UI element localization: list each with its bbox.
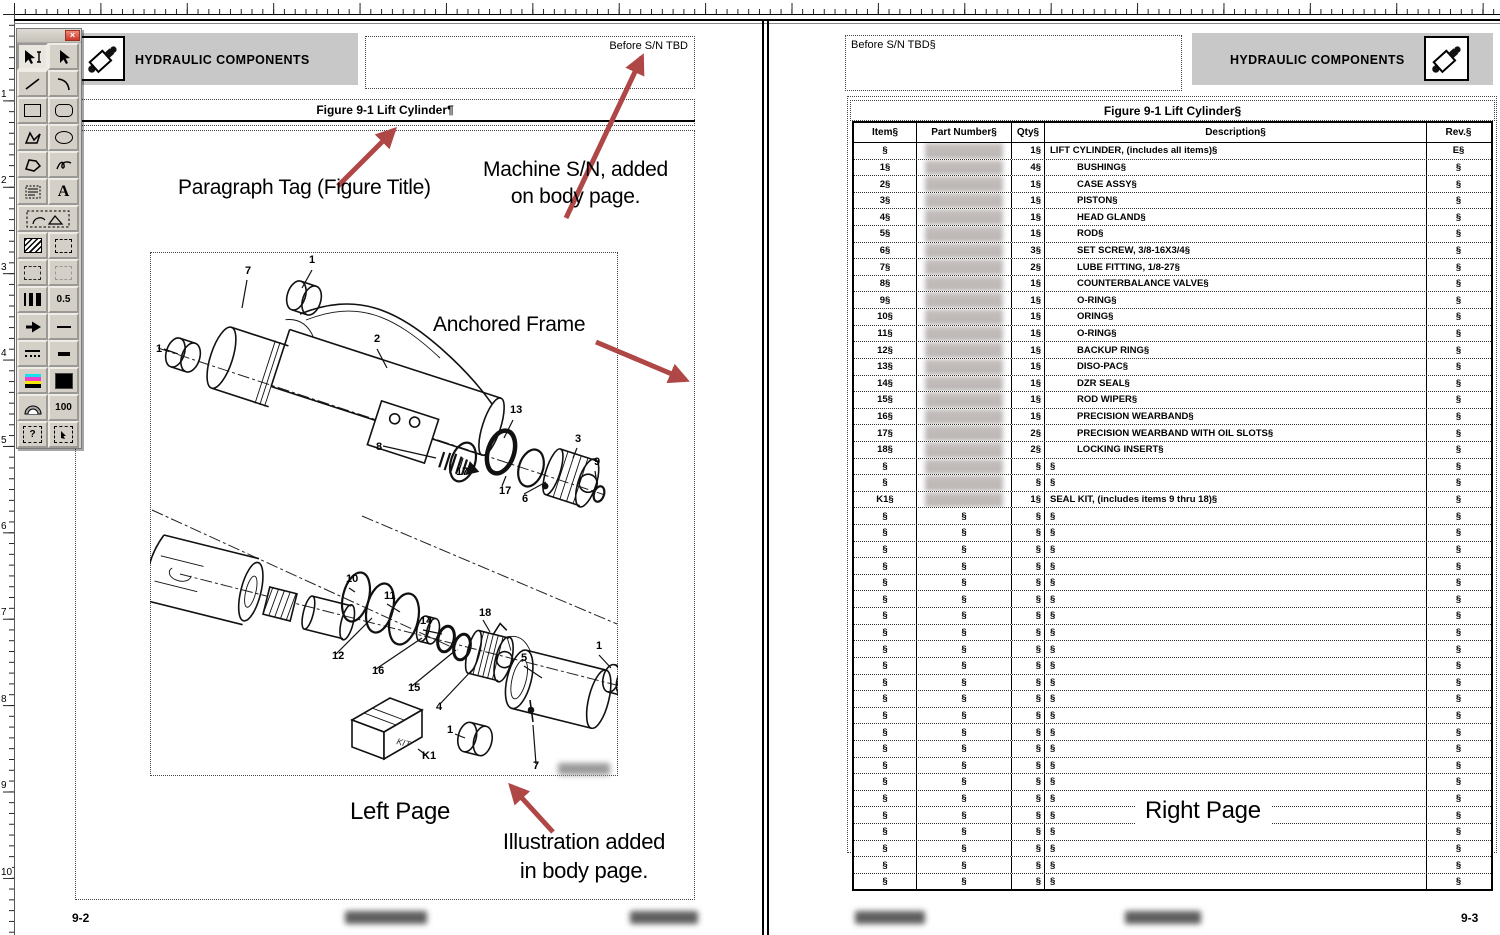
- table-row: 12§ 1§ BACKUP RING§ §: [854, 342, 1491, 359]
- kit-box-label: KIT: [395, 736, 412, 750]
- rectangle-tool[interactable]: [17, 97, 48, 124]
- table-row: § § § §: [854, 459, 1491, 476]
- table-row: § § § § §: [854, 791, 1491, 808]
- table-row: § § § § §: [854, 758, 1491, 775]
- tint-value[interactable]: 100: [48, 394, 79, 421]
- solid-line-tool[interactable]: [48, 340, 79, 367]
- col-header-description: Description§: [1045, 123, 1427, 142]
- illustration-annotation: [478, 827, 690, 885]
- close-icon[interactable]: ×: [65, 30, 80, 41]
- table-row: 10§ 1§ ORING§ §: [854, 309, 1491, 326]
- svg-text:6: 6: [522, 493, 529, 505]
- table-row: § § § § §: [854, 708, 1491, 725]
- paragraph-tag-annotation: Paragraph Tag (Figure Title): [178, 176, 431, 199]
- redacted-part-number: [925, 326, 1003, 342]
- svg-text:13: 13: [510, 404, 523, 416]
- rounded-rectangle-tool[interactable]: [48, 97, 79, 124]
- line-width-tool[interactable]: [17, 286, 48, 313]
- title-rule: [73, 120, 695, 122]
- redacted-part-number: [925, 359, 1003, 375]
- table-row: 15§ 1§ ROD WIPER§ §: [854, 392, 1491, 409]
- redacted-footer-text: [345, 911, 427, 924]
- redacted-part-number: [925, 292, 1003, 308]
- vertical-ruler[interactable]: [0, 14, 15, 935]
- table-row: K1§ 1§ SEAL KIT, (includes items 9 thru 18)§ §: [854, 492, 1491, 509]
- table-row: § § § § §: [854, 558, 1491, 575]
- table-row: § § § § §: [854, 841, 1491, 858]
- table-row: 2§ 1§ CASE ASSY§ §: [854, 176, 1491, 193]
- line-end-tool[interactable]: [48, 313, 79, 340]
- figure-title-text: Figure 9-1 Lift Cylinder: [316, 103, 447, 117]
- ruler-label: 8: [1, 693, 7, 705]
- object-select-tool[interactable]: [48, 43, 79, 70]
- illustration-line2: in body page.: [519, 858, 649, 883]
- table-row: § § § § §: [854, 675, 1491, 692]
- svg-text:16: 16: [372, 665, 385, 677]
- svg-text:7: 7: [245, 265, 252, 277]
- fill-pattern-tool[interactable]: [17, 232, 48, 259]
- paragraph-marker: ¶: [447, 103, 454, 117]
- polyline-tool[interactable]: [17, 124, 48, 151]
- table-row: § § § § §: [854, 625, 1491, 642]
- table-row: 6§ 3§ SET SCREW, 3/8-16X3/4§ §: [854, 243, 1491, 260]
- polygon-tool[interactable]: [17, 151, 48, 178]
- svg-text:3: 3: [575, 433, 582, 445]
- table-row: 1§ 4§ BUSHING§ §: [854, 160, 1491, 177]
- table-row: § § § § §: [854, 774, 1491, 791]
- illustration-line1: Illustration added: [502, 829, 666, 854]
- redacted-part-number: [925, 209, 1003, 225]
- svg-text:18: 18: [479, 607, 492, 619]
- table-row: § § § § §: [854, 658, 1491, 675]
- redacted-part-number: [925, 143, 1003, 159]
- current-color-swatch[interactable]: [48, 367, 79, 394]
- oval-tool[interactable]: [48, 124, 79, 151]
- parts-table-body: [854, 143, 1491, 889]
- redacted-part-number: [925, 376, 1003, 392]
- table-row: § § § § §: [854, 641, 1491, 658]
- right-page-annotation: Right Page: [1135, 797, 1271, 825]
- page-divider-line: [767, 21, 769, 935]
- table-row: 13§ 1§ DISO-PAC§ §: [854, 359, 1491, 376]
- svg-text:4: 4: [436, 701, 443, 713]
- redacted-part-number: [925, 442, 1003, 458]
- table-row: 4§ 1§ HEAD GLAND§ §: [854, 209, 1491, 226]
- svg-text:10: 10: [346, 573, 359, 585]
- table-row: § § § § §: [854, 741, 1491, 758]
- dash-pattern-tool[interactable]: [17, 340, 48, 367]
- svg-text:1: 1: [156, 343, 163, 355]
- col-header-part-number: Part Number§: [917, 123, 1012, 142]
- redacted-part-number: [925, 193, 1003, 209]
- page-divider-line: [762, 21, 764, 935]
- right-sn-frame[interactable]: [845, 35, 1182, 91]
- table-row: § § § § §: [854, 591, 1491, 608]
- table-row: 11§ 1§ O-RING§ §: [854, 326, 1491, 343]
- redacted-part-number: [925, 459, 1003, 475]
- sn-note-text: Before S/N TBD: [609, 40, 688, 52]
- left-page-number: 9-2: [72, 911, 90, 925]
- table-row: 3§ 1§ PISTON§ §: [854, 193, 1491, 210]
- right-header-title: HYDRAULIC COMPONENTS: [1230, 53, 1405, 67]
- arc-tool[interactable]: [48, 70, 79, 97]
- table-row: § § § § §: [854, 575, 1491, 592]
- line-tool[interactable]: [17, 70, 48, 97]
- ruler-label: 9: [1, 780, 7, 792]
- left-sn-frame[interactable]: [365, 36, 695, 89]
- machine-sn-annotation: [468, 156, 683, 210]
- ruler-label: 1: [1, 89, 7, 100]
- col-header-item: Item§: [854, 123, 917, 142]
- svg-text:5: 5: [521, 652, 528, 664]
- palette-titlebar[interactable]: [17, 29, 81, 43]
- svg-text:12: 12: [332, 650, 345, 662]
- redacted-watermark: [558, 763, 610, 775]
- overprint-tool[interactable]: [17, 394, 48, 421]
- table-row: § § § § §: [854, 874, 1491, 890]
- hotspot-tool[interactable]: [48, 421, 79, 448]
- window-top-border-shadow: [14, 23, 1500, 24]
- freehand-curve-tool[interactable]: [48, 151, 79, 178]
- machine-sn-line2: on body page.: [510, 185, 641, 208]
- ruler-label: 2: [1, 175, 7, 187]
- svg-text:1: 1: [309, 254, 316, 266]
- svg-text:1: 1: [596, 640, 603, 652]
- svg-text:17: 17: [499, 485, 512, 497]
- redacted-part-number: [925, 425, 1003, 441]
- left-header-title: HYDRAULIC COMPONENTS: [135, 53, 310, 67]
- table-row: § § § § §: [854, 608, 1491, 625]
- redacted-part-number: [925, 409, 1003, 425]
- table-row: 8§ 1§ COUNTERBALANCE VALVE§ §: [854, 276, 1491, 293]
- table-row: § 1§ LIFT CYLINDER, (includes all items)§ E§: [854, 143, 1491, 160]
- table-row: 5§ 1§ ROD§ §: [854, 226, 1491, 243]
- ruler-label: 10: [1, 866, 13, 878]
- table-row: § § § § §: [854, 508, 1491, 525]
- col-header-qty: Qty§: [1012, 123, 1045, 142]
- ruler-label: 4: [1, 348, 7, 360]
- right-figure-title: Figure 9-1 Lift Cylinder§: [1103, 104, 1242, 118]
- svg-text:2: 2: [374, 333, 381, 345]
- svg-text:17: 17: [456, 466, 469, 478]
- hydraulic-cylinder-icon: [80, 36, 125, 81]
- table-row: 9§ 1§ O-RING§ §: [854, 292, 1491, 309]
- hydraulic-cylinder-icon: [1424, 36, 1469, 81]
- table-row: 17§ 2§ PRECISION WEARBAND WITH OIL SLOTS§ §: [854, 425, 1491, 442]
- window-top-border: [14, 19, 1500, 21]
- redacted-part-number: [925, 309, 1003, 325]
- pen-none-tool[interactable]: [48, 259, 79, 286]
- anchored-frame-annotation: Anchored Frame: [433, 313, 586, 336]
- redacted-part-number: [925, 259, 1003, 275]
- redacted-part-number: [925, 492, 1003, 508]
- object-properties-tool[interactable]: ?: [17, 421, 48, 448]
- pen-pattern-tool[interactable]: [48, 232, 79, 259]
- redacted-footer-text: [1125, 911, 1201, 924]
- table-row: § § § §: [854, 475, 1491, 492]
- table-header-row: [854, 123, 1491, 143]
- redacted-part-number: [925, 160, 1003, 176]
- ruler-label: 7: [1, 607, 7, 619]
- redacted-part-number: [925, 243, 1003, 259]
- graphics-tool-palette[interactable]: [16, 28, 82, 449]
- redacted-part-number: [925, 176, 1003, 192]
- table-row: 18§ 2§ LOCKING INSERT§ §: [854, 442, 1491, 459]
- machine-sn-line1: Machine S/N, added: [483, 158, 668, 181]
- table-row: § § § § §: [854, 525, 1491, 542]
- redacted-part-number: [925, 226, 1003, 242]
- table-row: 7§ 2§ LUBE FITTING, 1/8-27§ §: [854, 259, 1491, 276]
- svg-text:14: 14: [420, 615, 433, 627]
- left-figure-title: [75, 103, 695, 117]
- left-page-annotation: Left Page: [350, 798, 451, 825]
- table-row: § § § § §: [854, 691, 1491, 708]
- ruler-label: 3: [1, 261, 7, 273]
- graphic-frame-tool[interactable]: [17, 205, 79, 232]
- parts-table[interactable]: [852, 121, 1493, 891]
- right-page-number: 9-3: [1461, 911, 1479, 925]
- ruler-label: 5: [1, 434, 7, 446]
- redacted-part-number: [925, 475, 1003, 491]
- text-line-tool[interactable]: A: [48, 178, 79, 205]
- line-width-value[interactable]: 0.5: [48, 286, 79, 313]
- svg-text:8: 8: [376, 441, 383, 453]
- horizontal-ruler[interactable]: [14, 0, 1500, 15]
- table-row: § § § § §: [854, 807, 1491, 824]
- color-selector-tool[interactable]: [17, 367, 48, 394]
- svg-text:1: 1: [447, 724, 454, 736]
- redacted-part-number: [925, 392, 1003, 408]
- fill-none-tool[interactable]: [17, 259, 48, 286]
- ruler-label: 6: [1, 521, 7, 532]
- svg-text:7: 7: [533, 760, 540, 772]
- redacted-footer-text: [630, 911, 698, 924]
- col-header-rev: Rev.§: [1445, 127, 1472, 138]
- text-frame-tool[interactable]: [17, 178, 48, 205]
- table-row: 16§ 1§ PRECISION WEARBAND§ §: [854, 409, 1491, 426]
- svg-text:15: 15: [408, 682, 421, 694]
- redacted-part-number: [925, 342, 1003, 358]
- redacted-part-number: [925, 276, 1003, 292]
- table-row: § § § § §: [854, 824, 1491, 841]
- redacted-footer-text: [855, 911, 925, 924]
- svg-text:11: 11: [384, 590, 396, 602]
- svg-text:K1: K1: [422, 750, 437, 762]
- table-row: § § § § §: [854, 542, 1491, 559]
- table-row: § § § § §: [854, 857, 1491, 874]
- smart-select-tool[interactable]: [17, 43, 48, 70]
- sn-note-text: Before S/N TBD§: [851, 39, 936, 51]
- table-row: 14§ 1§ DZR SEAL§ §: [854, 376, 1491, 393]
- arrow-style-tool[interactable]: [17, 313, 48, 340]
- svg-text:9: 9: [594, 456, 601, 468]
- table-row: § § § § §: [854, 724, 1491, 741]
